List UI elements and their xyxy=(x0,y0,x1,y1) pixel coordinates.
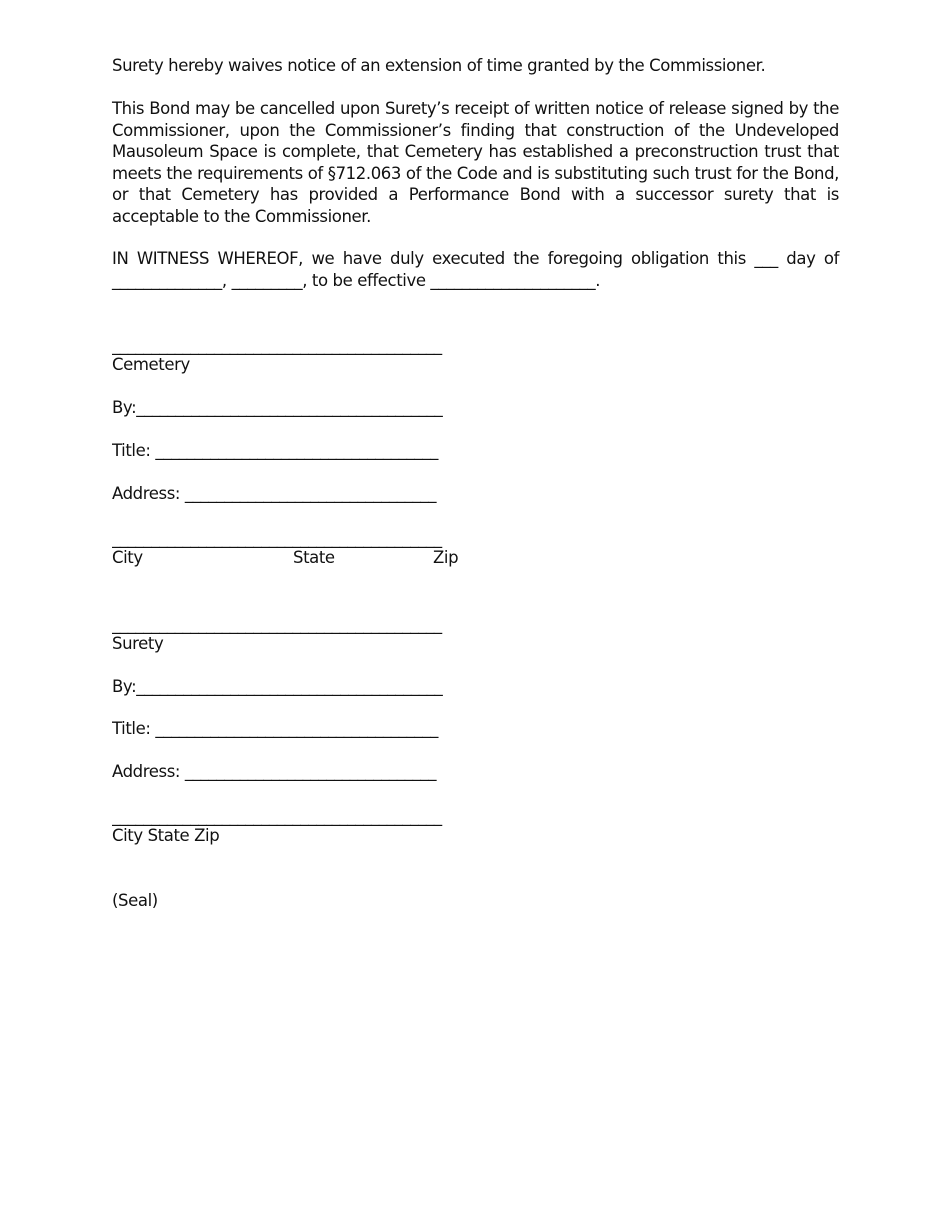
surety-by-line: By:_______________________________________ xyxy=(112,677,443,696)
waiver-paragraph: Surety hereby waives notice of an extension of time granted by the Commissioner. xyxy=(112,56,766,75)
surety-signature-line: __________________________________________ xyxy=(112,615,442,634)
cemetery-zip-label: Zip xyxy=(433,548,459,567)
cemetery-title-line: Title: ____________________________________ xyxy=(112,441,438,460)
surety-title-line: Title: ____________________________________ xyxy=(112,719,438,738)
cemetery-city-label: City xyxy=(112,548,143,567)
surety-address-line: Address: ________________________________ xyxy=(112,762,437,781)
witness-paragraph: IN WITNESS WHEREOF, we have duly executed the foregoing obligation this ___ day of ______________, _________, to be effective _____________________. xyxy=(112,249,839,290)
seal-label: (Seal) xyxy=(112,891,158,910)
cemetery-signature-line: __________________________________________ xyxy=(112,336,442,355)
cemetery-city-line: __________________________________________ xyxy=(112,529,442,548)
cancellation-paragraph: This Bond may be cancelled upon Surety’s receipt of written notice of release signed by the Commissioner, upon the Commissioner’s finding that construction of the Undeveloped Mausoleum Space is complete, that Cemetery has established a preconstruction trust that meets the requirements of §712.063 of the Code and is substituting such trust for the Bond, or that Cemetery has provided a Performance Bond with a successor surety that is acceptable to the Commissioner. xyxy=(112,99,839,226)
cemetery-by-line: By:_______________________________________ xyxy=(112,398,443,417)
cemetery-address-line: Address: ________________________________ xyxy=(112,484,437,503)
cemetery-state-label: State xyxy=(293,548,335,567)
surety-city-line: __________________________________________ xyxy=(112,807,442,826)
surety-city-state-zip-label: City State Zip xyxy=(112,826,220,845)
cemetery-label: Cemetery xyxy=(112,355,190,374)
surety-label: Surety xyxy=(112,634,164,653)
